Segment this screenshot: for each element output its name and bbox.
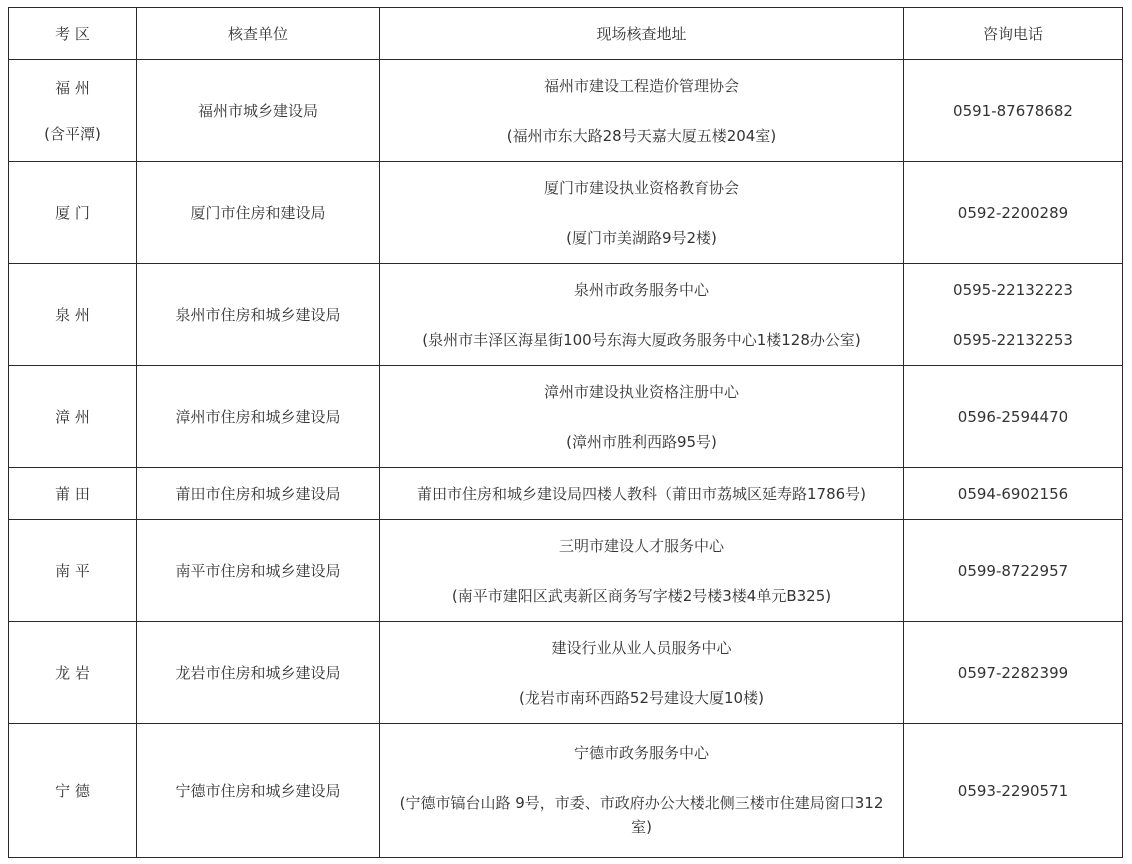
table-header-row xyxy=(9,8,1123,60)
phone-cell xyxy=(904,468,1123,520)
address-org: 建设行业从业人员服务中心 xyxy=(551,638,732,657)
phone-number: 0595-22132223 xyxy=(953,280,1073,299)
address-detail: (漳州市胜利西路95号) xyxy=(566,432,717,451)
region-cell xyxy=(9,468,137,520)
phone-number: 0594-6902156 xyxy=(957,484,1069,503)
phone-cell xyxy=(904,162,1123,264)
address-detail-continued: 室) xyxy=(631,817,652,836)
address-cell xyxy=(380,60,904,162)
unit-cell: 莆田市住房和城乡建设局 xyxy=(137,468,380,520)
table-row xyxy=(9,162,1123,264)
header-region: 考 区 xyxy=(9,8,137,60)
table-row xyxy=(9,724,1123,858)
table-row xyxy=(9,264,1123,366)
table-row xyxy=(9,520,1123,622)
address-cell xyxy=(380,724,904,858)
address-detail: (龙岩市南环西路52号建设大厦10楼) xyxy=(519,688,764,707)
unit-cell: 漳州市住房和城乡建设局 xyxy=(137,366,380,468)
address-org: 宁德市政务服务中心 xyxy=(573,743,709,762)
header-address: 现场核查地址 xyxy=(380,8,904,60)
address-detail: (南平市建阳区武夷新区商务写字楼2号楼3楼4单元B325) xyxy=(451,586,832,605)
unit-cell: 龙岩市住房和城乡建设局 xyxy=(137,622,380,724)
phone-number: 0592-2200289 xyxy=(957,203,1069,222)
address-org: 厦门市建设执业资格教育协会 xyxy=(543,178,739,197)
region-name: 莆 田 xyxy=(55,484,90,503)
phone-number: 0599-8722957 xyxy=(957,561,1069,580)
region-name: 南 平 xyxy=(55,561,90,580)
address-cell xyxy=(380,520,904,622)
address-org: 三明市建设人才服务中心 xyxy=(558,536,724,555)
address-cell xyxy=(380,468,904,520)
unit-cell: 宁德市住房和城乡建设局 xyxy=(137,724,380,858)
inspection-table xyxy=(8,7,1123,858)
phone-cell xyxy=(904,520,1123,622)
header-unit: 核查单位 xyxy=(137,8,380,60)
region-name: 泉 州 xyxy=(55,305,90,324)
region-cell xyxy=(9,724,137,858)
address-org: 泉州市政务服务中心 xyxy=(573,280,709,299)
address-org: 福州市建设工程造价管理协会 xyxy=(543,76,739,95)
unit-cell: 南平市住房和城乡建设局 xyxy=(137,520,380,622)
address-detail: (泉州市丰泽区海星街100号东海大厦政务服务中心1楼128办公室) xyxy=(422,330,861,349)
header-phone: 咨询电话 xyxy=(904,8,1123,60)
phone-cell xyxy=(904,622,1123,724)
region-cell xyxy=(9,264,137,366)
phone-number: 0596-2594470 xyxy=(957,407,1069,426)
region-name: 厦 门 xyxy=(55,203,90,222)
region-cell xyxy=(9,60,137,162)
phone-cell xyxy=(904,724,1123,858)
table-row xyxy=(9,622,1123,724)
address-detail: (宁德市镐台山路 9号，市委、市政府办公大楼北侧三楼市住建局窗口312 xyxy=(399,793,884,812)
phone-cell xyxy=(904,366,1123,468)
region-name: 漳 州 xyxy=(55,407,90,426)
address-org: 漳州市建设执业资格注册中心 xyxy=(543,382,739,401)
address-cell xyxy=(380,366,904,468)
unit-cell: 厦门市住房和建设局 xyxy=(137,162,380,264)
phone-number: 0591-87678682 xyxy=(953,101,1073,120)
address-detail: 莆田市住房和城乡建设局四楼人教科（莆田市荔城区延寿路1786号) xyxy=(416,484,867,503)
table-row xyxy=(9,468,1123,520)
unit-cell: 泉州市住房和城乡建设局 xyxy=(137,264,380,366)
table-row xyxy=(9,60,1123,162)
region-note: (含平潭) xyxy=(44,124,101,143)
address-cell xyxy=(380,162,904,264)
region-cell xyxy=(9,622,137,724)
address-detail: (厦门市美湖路9号2楼) xyxy=(566,228,717,247)
address-cell xyxy=(380,264,904,366)
address-cell xyxy=(380,622,904,724)
phone-cell xyxy=(904,60,1123,162)
address-detail: (福州市东大路28号天嘉大厦五楼204室) xyxy=(506,126,777,145)
phone-number: 0597-2282399 xyxy=(957,663,1069,682)
region-cell xyxy=(9,162,137,264)
unit-cell: 福州市城乡建设局 xyxy=(137,60,380,162)
region-cell xyxy=(9,520,137,622)
region-name: 宁 德 xyxy=(55,781,90,800)
region-name: 龙 岩 xyxy=(55,663,90,682)
phone-number: 0595-22132253 xyxy=(953,330,1073,349)
table-row xyxy=(9,366,1123,468)
region-name: 福 州 xyxy=(55,78,90,97)
phone-number: 0593-2290571 xyxy=(957,781,1069,800)
phone-cell xyxy=(904,264,1123,366)
region-cell xyxy=(9,366,137,468)
